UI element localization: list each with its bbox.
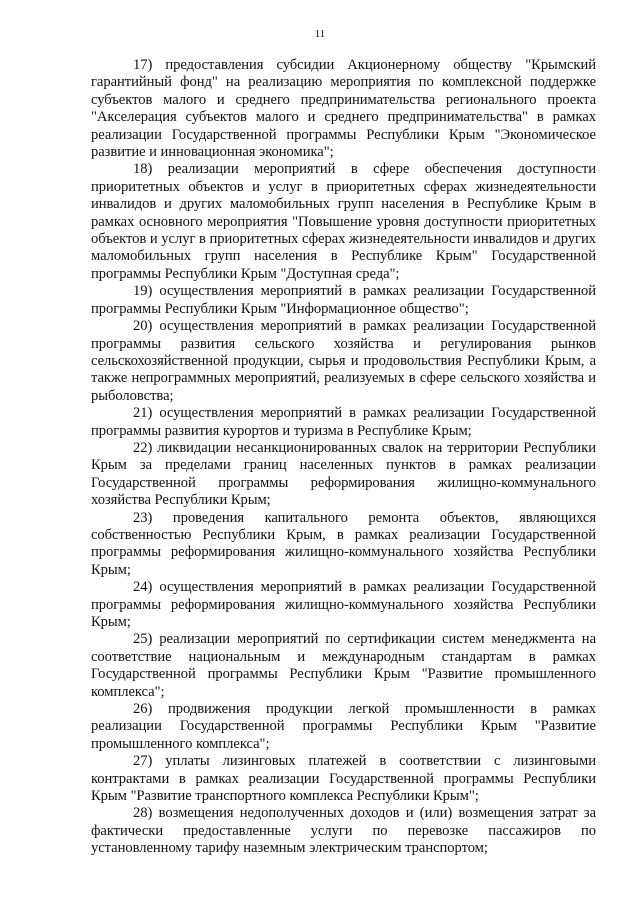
paragraph-item-21: 21) осуществления мероприятий в рамках реализации Государственной программы развития курортов и туризма в Республике Крым;	[91, 405, 596, 439]
page-number: 11	[314, 28, 326, 40]
paragraph-item-19: 19) осуществления мероприятий в рамках реализации Государственной программы Республики Крым "Информационное общество";	[91, 283, 596, 317]
paragraph-item-23: 23) проведения капитального ремонта объектов, являющихся собственностью Республики Крым, в рамках реализации Государственной программы реформирования жилищно-коммунального хозяйства Республики Крым;	[91, 509, 596, 578]
paragraph-item-20: 20) осуществления мероприятий в рамках реализации Государственной программы развития сельского хозяйства и регулирования рынков сельскохозяйственной продукции, сырья и продовольствия Республики Крым, а также непрограммных мероприятий, реализуемых в сфере сельского хозяйства и рыболовства;	[91, 318, 596, 404]
paragraph-item-27: 27) уплаты лизинговых платежей в соответствии с лизинговыми контрактами в рамках реализации Государственной программы Республики Крым "Развитие транспортного комплекса Республики Крым";	[91, 753, 596, 805]
paragraph-item-22: 22) ликвидации несанкционированных свалок на территории Республики Крым за пределами границ населенных пунктов в рамках реализации Государственной программы реформирования жилищно-коммунального хозяйства Республики Крым;	[91, 439, 596, 509]
paragraph-item-28: 28) возмещения недополученных доходов и (или) возмещения затрат за фактически предоставленные услуги по перевозке пассажиров по установленному тарифу наземным электрическим транспортом;	[91, 805, 596, 857]
document-body	[91, 57, 596, 858]
paragraph-item-24: 24) осуществления мероприятий в рамках реализации Государственной программы реформирования жилищно-коммунального хозяйства Республики Крым;	[91, 579, 596, 630]
paragraph-item-25: 25) реализации мероприятий по сертификации систем менеджмента на соответствие национальным и международным стандартам в рамках Государственной программы Республики Крым "Развитие промышленного комплекса";	[91, 631, 596, 700]
paragraph-item-26: 26) продвижения продукции легкой промышленности в рамках реализации Государственной программы Республики Крым "Развитие промышленного комплекса";	[91, 701, 596, 752]
paragraph-item-17: 17) предоставления субсидии Акционерному обществу "Крымский гарантийный фонд" на реализацию мероприятия по комплексной поддержке субъектов малого и среднего предпринимательства регионального проекта "Акселерация субъектов малого и среднего предпринимательства" в рамках реализации Государственной программы Республики Крым "Экономическое развитие и инновационная экономика";	[91, 57, 596, 161]
paragraph-item-18: 18) реализации мероприятий в сфере обеспечения доступности приоритетных объектов и услуг в приоритетных сферах жизнедеятельности инвалидов и других маломобильных групп населения в Республике Крым в рамках основного мероприятия "Повышение уровня доступности приоритетных объектов и услуг в приоритетных сферах жизнедеятельности инвалидов и других маломобильных групп населения в Республике Крым" Государственной программы Республики Крым "Доступная среда";	[91, 161, 596, 282]
